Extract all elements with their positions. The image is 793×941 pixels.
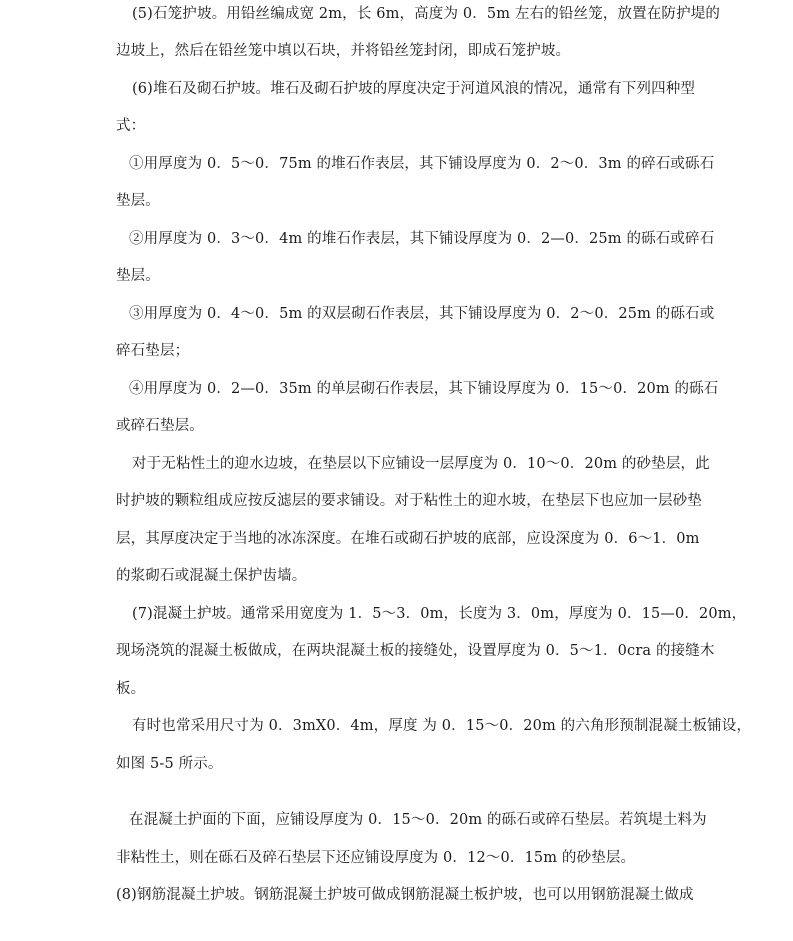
text-line: (8)钢筋混凝土护坡。钢筋混凝土护坡可做成钢筋混凝土板护坡，也可以用钢筋混凝土做成 — [116, 887, 694, 903]
text-line: ①用厚度为 0．5～0．75m 的堆石作表层，其下铺设厚度为 0．2～0．3m 的碎石或砾石 — [129, 156, 715, 172]
text-line: 有时也常采用尺寸为 0．3mX0．4m，厚度 为 0．15～0．20m 的六角形预制混凝土板铺设， — [132, 718, 752, 734]
text-line: ④用厚度为 0．2—0．35m 的单层砌石作表层，其下铺设厚度为 0．15～0．20m 的砾石 — [129, 381, 719, 397]
text-line: (5)石笼护坡。用铅丝编成宽 2m，长 6m，高度为 0．5m 左右的铅丝笼，放置在防护堤的 — [132, 6, 721, 22]
text-line: 如图 5-5 所示。 — [116, 756, 223, 772]
text-line: 板。 — [116, 681, 146, 697]
text-line: 现场浇筑的混凝土板做成，在两块混凝土板的接缝处，设置厚度为 0．5～1．0cra 的接缝木 — [116, 643, 715, 659]
text-line: 或碎石垫层。 — [116, 418, 204, 434]
text-line: 在混凝土护面的下面，应铺设厚度为 0．15～0．20m 的砾石或碎石垫层。若筑堤土料为 — [129, 812, 707, 828]
text-line: 式： — [116, 118, 146, 134]
text-line: 边坡上，然后在铅丝笼中填以石块，并将铅丝笼封闭，即成石笼护坡。 — [116, 43, 571, 59]
text-line: 垫层。 — [116, 268, 160, 284]
text-line: 时护坡的颗粒组成应按反滤层的要求铺设。对于粘性土的迎水坡，在垫层下也应加一层砂垫 — [116, 493, 702, 509]
text-line: (7)混凝土护坡。通常采用宽度为 1．5～3．0m，长度为 3．0m，厚度为 0．15—0．20m， — [132, 606, 747, 622]
text-line: 对于无粘性土的迎水边坡，在垫层以下应铺设一层厚度为 0．10～0．20m 的砂垫层，此 — [132, 456, 710, 472]
text-line: 的浆砌石或混凝土保护齿墙。 — [116, 568, 307, 584]
text-line: 垫层。 — [116, 193, 160, 209]
text-line: ②用厚度为 0．3～0．4m 的堆石作表层，其下铺设厚度为 0．2—0．25m 的砾石或碎石 — [129, 231, 715, 247]
text-line: 非粘性土，则在砾石及碎石垫层下还应铺设厚度为 0．12～0．15m 的砂垫层。 — [116, 850, 636, 866]
text-line: 碎石垫层； — [116, 343, 190, 359]
text-line: (6)堆石及砌石护坡。堆石及砌石护坡的厚度决定于河道风浪的情况，通常有下列四种型 — [132, 81, 696, 97]
text-line: 层，其厚度决定于当地的冰冻深度。在堆石或砌石护坡的底部，应设深度为 0．6～1．0m — [116, 531, 700, 547]
text-line: ③用厚度为 0．4～0．5m 的双层砌石作表层，其下铺设厚度为 0．2～0．25m 的砾石或 — [129, 306, 715, 322]
